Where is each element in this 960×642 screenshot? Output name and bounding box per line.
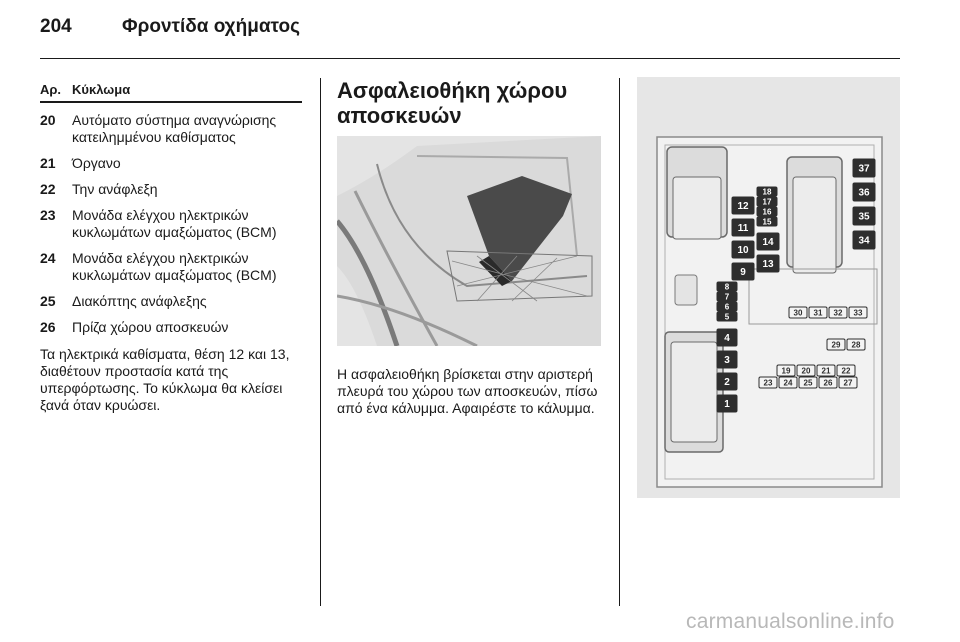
fuse-number: 27 <box>843 378 853 388</box>
circuit-name: Την ανάφλεξη <box>72 181 158 197</box>
fuse-number: 25 <box>803 378 813 388</box>
circuit-number: 22 <box>40 181 56 197</box>
fuse-number: 29 <box>831 340 841 350</box>
fuse-number: 9 <box>740 267 746 279</box>
fuse-number: 36 <box>858 187 870 199</box>
fusebox-diagram <box>637 77 900 498</box>
fusebox-drawing <box>637 77 900 498</box>
circuit-row <box>40 155 302 172</box>
overload-note: Τα ηλεκτρικά καθίσματα, θέση 12 και 13, διαθέτουν προστασία κατά της υπερφόρτωσης. Το κύκλωμα θα κλείσει ξανά όταν κρυώσει. <box>40 346 290 413</box>
fuse-number: 37 <box>858 163 870 175</box>
fuse-number: 12 <box>737 201 749 213</box>
fuse-number: 10 <box>737 245 749 257</box>
circuits-list <box>40 112 302 336</box>
circuit-name: Αυτόματο σύστημα αναγνώρισης κατειλημμένου καθίσματος <box>72 112 277 145</box>
fuse-number: 22 <box>841 366 851 376</box>
header-rule <box>40 58 900 59</box>
circuit-row <box>40 293 302 310</box>
circuit-number: 26 <box>40 319 56 335</box>
fuse-number: 11 <box>737 223 749 235</box>
luggage-compartment-drawing <box>337 136 601 346</box>
fuse-number: 3 <box>724 355 730 367</box>
fuse-number: 21 <box>821 366 831 376</box>
luggage-compartment-illustration <box>337 136 601 346</box>
circuit-number: 24 <box>40 250 56 266</box>
circuit-number: 25 <box>40 293 56 309</box>
circuit-number: 20 <box>40 112 56 128</box>
circuit-number: 23 <box>40 207 56 223</box>
fuse-number: 4 <box>724 333 730 345</box>
fuse-number: 8 <box>724 282 730 292</box>
fuse-number: 30 <box>793 308 803 318</box>
fuse-number: 32 <box>833 308 843 318</box>
fuse-number: 7 <box>724 292 730 302</box>
fuse-number: 28 <box>851 340 861 350</box>
page-number: 204 <box>40 16 72 37</box>
fuse-number: 34 <box>858 235 870 247</box>
section-title: Ασφαλειοθήκη χώρου αποσκευών <box>337 78 568 128</box>
section-body: Η ασφαλειοθήκη βρίσκεται στην αριστερή πλευρά του χώρου των αποσκευών, πίσω από ένα κάλυμμα. Αφαιρέστε το κάλυμμα. <box>337 366 598 416</box>
circuit-row <box>40 181 302 198</box>
fuse-number: 5 <box>724 312 730 322</box>
fuse-number: 23 <box>763 378 773 388</box>
circuit-name: Μονάδα ελέγχου ηλεκτρικών κυκλωμάτων αμαξώματος (BCM) <box>72 250 277 283</box>
column-divider <box>619 78 620 606</box>
fuse-number: 24 <box>783 378 793 388</box>
fuse-number: 16 <box>762 207 772 217</box>
fuse-number: 14 <box>762 237 774 249</box>
circuit-name: Μονάδα ελέγχου ηλεκτρικών κυκλωμάτων αμαξώματος (BCM) <box>72 207 277 240</box>
column-divider <box>320 78 321 606</box>
page-header <box>40 16 300 38</box>
fuse-number: 19 <box>781 366 791 376</box>
circuit-row <box>40 207 302 241</box>
fuse-number: 17 <box>762 197 772 207</box>
fuse-number: 26 <box>823 378 833 388</box>
fuse-number: 2 <box>724 377 730 389</box>
fuse-number: 1 <box>724 399 730 411</box>
circuit-row <box>40 250 302 284</box>
fuse-number: 15 <box>762 217 772 227</box>
fuse-number: 33 <box>853 308 863 318</box>
circuits-table-header <box>40 82 302 103</box>
fuse-number: 18 <box>762 187 772 197</box>
column-header-number: Αρ. <box>40 82 62 97</box>
circuit-row <box>40 319 302 336</box>
column-header-circuit: Κύκλωμα <box>72 82 131 97</box>
left-column <box>40 82 302 414</box>
circuit-name: Όργανο <box>72 155 121 171</box>
middle-column <box>337 78 603 416</box>
circuit-name: Πρίζα χώρου αποσκευών <box>72 319 229 335</box>
fuse-number: 31 <box>813 308 823 318</box>
circuit-name: Διακόπτης ανάφλεξης <box>72 293 207 309</box>
circuit-number: 21 <box>40 155 56 171</box>
fuse-number: 35 <box>858 211 870 223</box>
circuit-row <box>40 112 302 146</box>
fuse-number: 20 <box>801 366 811 376</box>
page-title: Φροντίδα οχήματος <box>122 16 300 37</box>
fuse-number: 6 <box>724 302 730 312</box>
watermark: carmanualsonline.info <box>686 610 895 633</box>
fuse-number: 13 <box>762 259 774 271</box>
